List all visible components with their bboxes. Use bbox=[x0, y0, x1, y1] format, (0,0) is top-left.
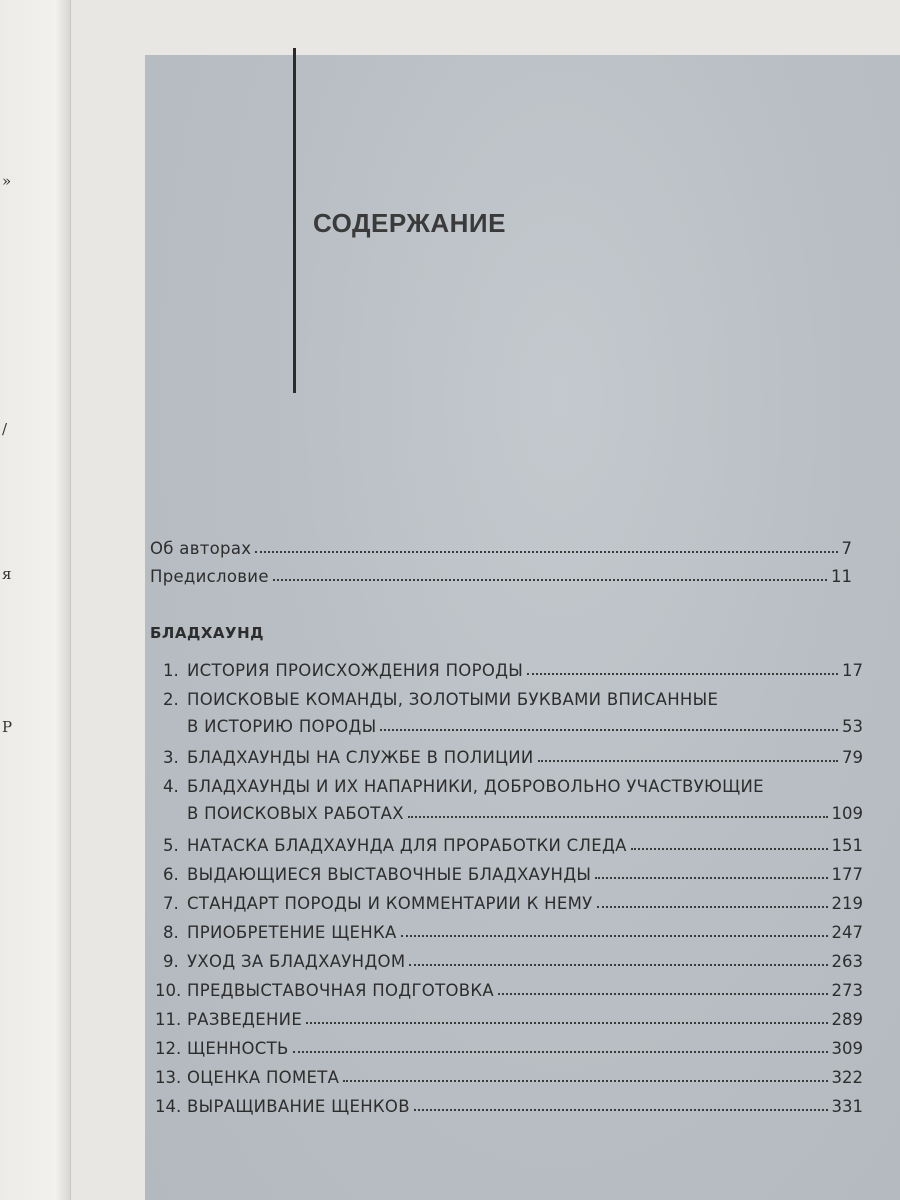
leader-dots bbox=[401, 935, 828, 937]
chapter-number: 8. bbox=[163, 923, 179, 942]
toc-chapter-continuation bbox=[187, 797, 863, 823]
leader-dots bbox=[414, 1109, 828, 1111]
leader-dots bbox=[408, 816, 828, 818]
toc-entry-page: 11 bbox=[831, 567, 852, 586]
toc-chapter bbox=[155, 1032, 863, 1058]
page-title: СОДЕРЖАНИЕ bbox=[313, 208, 506, 238]
leader-dots bbox=[306, 1022, 827, 1024]
toc-chapter bbox=[163, 858, 863, 884]
chapter-title: НАТАСКА БЛАДХАУНДА ДЛЯ ПРОРАБОТКИ СЛЕДА bbox=[187, 836, 627, 855]
chapter-page: 177 bbox=[831, 865, 863, 884]
leader-dots bbox=[380, 729, 838, 731]
chapter-page: 219 bbox=[831, 894, 863, 913]
leader-dots bbox=[273, 579, 827, 581]
toc-chapter bbox=[163, 683, 863, 709]
leader-dots bbox=[631, 848, 828, 850]
chapter-page: 151 bbox=[831, 836, 863, 855]
chapter-page: 53 bbox=[842, 717, 863, 736]
chapter-page: 263 bbox=[831, 952, 863, 971]
chapter-title: ЩЕННОСТЬ bbox=[187, 1039, 289, 1058]
chapter-page: 322 bbox=[831, 1068, 863, 1087]
toc-chapter bbox=[163, 770, 863, 796]
left-page-edge bbox=[0, 0, 71, 1200]
chapter-title-line2: В ПОИСКОВЫХ РАБОТАХ bbox=[187, 804, 404, 823]
vertical-rule bbox=[293, 48, 296, 393]
chapter-title: ВЫДАЮЩИЕСЯ ВЫСТАВОЧНЫЕ БЛАДХАУНДЫ bbox=[187, 865, 592, 884]
chapter-title: ПРИОБРЕТЕНИЕ ЩЕНКА bbox=[187, 923, 397, 942]
chapter-number: 2. bbox=[163, 690, 179, 709]
chapter-title: ВЫРАЩИВАНИЕ ЩЕНКОВ bbox=[187, 1097, 410, 1116]
chapter-title: БЛАДХАУНДЫ НА СЛУЖБЕ В ПОЛИЦИИ bbox=[187, 748, 534, 767]
leader-dots bbox=[409, 964, 827, 966]
chapter-title: БЛАДХАУНДЫ И ИХ НАПАРНИКИ, ДОБРОВОЛЬНО УЧАСТВУЮЩИЕ bbox=[187, 777, 764, 796]
toc-entry-title: Об авторах bbox=[150, 539, 252, 558]
toc-entry-title: Предисловие bbox=[150, 567, 269, 586]
leader-dots bbox=[293, 1051, 828, 1053]
left-page-fragment: я bbox=[2, 565, 12, 583]
chapter-title: ОЦЕНКА ПОМЕТА bbox=[187, 1068, 340, 1087]
chapter-title: УХОД ЗА БЛАДХАУНДОМ bbox=[187, 952, 406, 971]
section-heading: БЛАДХАУНД bbox=[150, 624, 265, 642]
toc-chapter bbox=[163, 829, 863, 855]
chapter-number: 7. bbox=[163, 894, 179, 913]
chapter-title: ПРЕДВЫСТАВОЧНАЯ ПОДГОТОВКА bbox=[187, 981, 494, 1000]
chapter-page: 247 bbox=[831, 923, 863, 942]
chapter-number: 14. bbox=[155, 1097, 182, 1116]
chapter-title: РАЗВЕДЕНИЕ bbox=[187, 1010, 303, 1029]
chapter-number: 6. bbox=[163, 865, 179, 884]
toc-chapter bbox=[163, 945, 863, 971]
toc-entry-page: 7 bbox=[841, 539, 852, 558]
leader-dots bbox=[527, 673, 838, 675]
toc-chapter bbox=[155, 974, 863, 1000]
chapter-page: 79 bbox=[842, 748, 863, 767]
toc-chapter bbox=[163, 654, 863, 680]
left-page-fragment: » bbox=[2, 172, 12, 190]
toc-entry bbox=[150, 532, 852, 558]
left-page-fragment: Р bbox=[2, 718, 13, 736]
chapter-number: 1. bbox=[163, 661, 179, 680]
toc-chapter-continuation bbox=[187, 710, 863, 736]
leader-dots bbox=[538, 760, 838, 762]
toc-entry bbox=[150, 560, 852, 586]
toc-chapter bbox=[163, 916, 863, 942]
chapter-title: ПОИСКОВЫЕ КОМАНДЫ, ЗОЛОТЫМИ БУКВАМИ ВПИСАННЫЕ bbox=[187, 690, 719, 709]
toc-chapter bbox=[163, 741, 863, 767]
chapter-number: 3. bbox=[163, 748, 179, 767]
chapter-title: ИСТОРИЯ ПРОИСХОЖДЕНИЯ ПОРОДЫ bbox=[187, 661, 524, 680]
chapter-number: 12. bbox=[155, 1039, 182, 1058]
toc-chapter bbox=[155, 1090, 863, 1116]
chapter-page: 273 bbox=[831, 981, 863, 1000]
left-page-fragment: / bbox=[2, 420, 8, 438]
chapter-title: СТАНДАРТ ПОРОДЫ И КОММЕНТАРИИ К НЕМУ bbox=[187, 894, 593, 913]
chapter-number: 5. bbox=[163, 836, 179, 855]
chapter-page: 289 bbox=[831, 1010, 863, 1029]
chapter-number: 13. bbox=[155, 1068, 182, 1087]
leader-dots bbox=[343, 1080, 827, 1082]
toc-chapter bbox=[155, 1061, 863, 1087]
chapter-title-line2: В ИСТОРИЮ ПОРОДЫ bbox=[187, 717, 377, 736]
toc-chapter bbox=[155, 1003, 863, 1029]
leader-dots bbox=[255, 551, 837, 553]
leader-dots bbox=[595, 877, 827, 879]
chapter-number: 4. bbox=[163, 777, 179, 796]
chapter-number: 11. bbox=[155, 1010, 182, 1029]
chapter-page: 17 bbox=[842, 661, 863, 680]
chapter-number: 9. bbox=[163, 952, 179, 971]
toc-chapter bbox=[163, 887, 863, 913]
chapter-number: 10. bbox=[155, 981, 182, 1000]
chapter-page: 309 bbox=[831, 1039, 863, 1058]
leader-dots bbox=[498, 993, 828, 995]
chapter-page: 331 bbox=[831, 1097, 863, 1116]
leader-dots bbox=[597, 906, 828, 908]
chapter-page: 109 bbox=[831, 804, 863, 823]
